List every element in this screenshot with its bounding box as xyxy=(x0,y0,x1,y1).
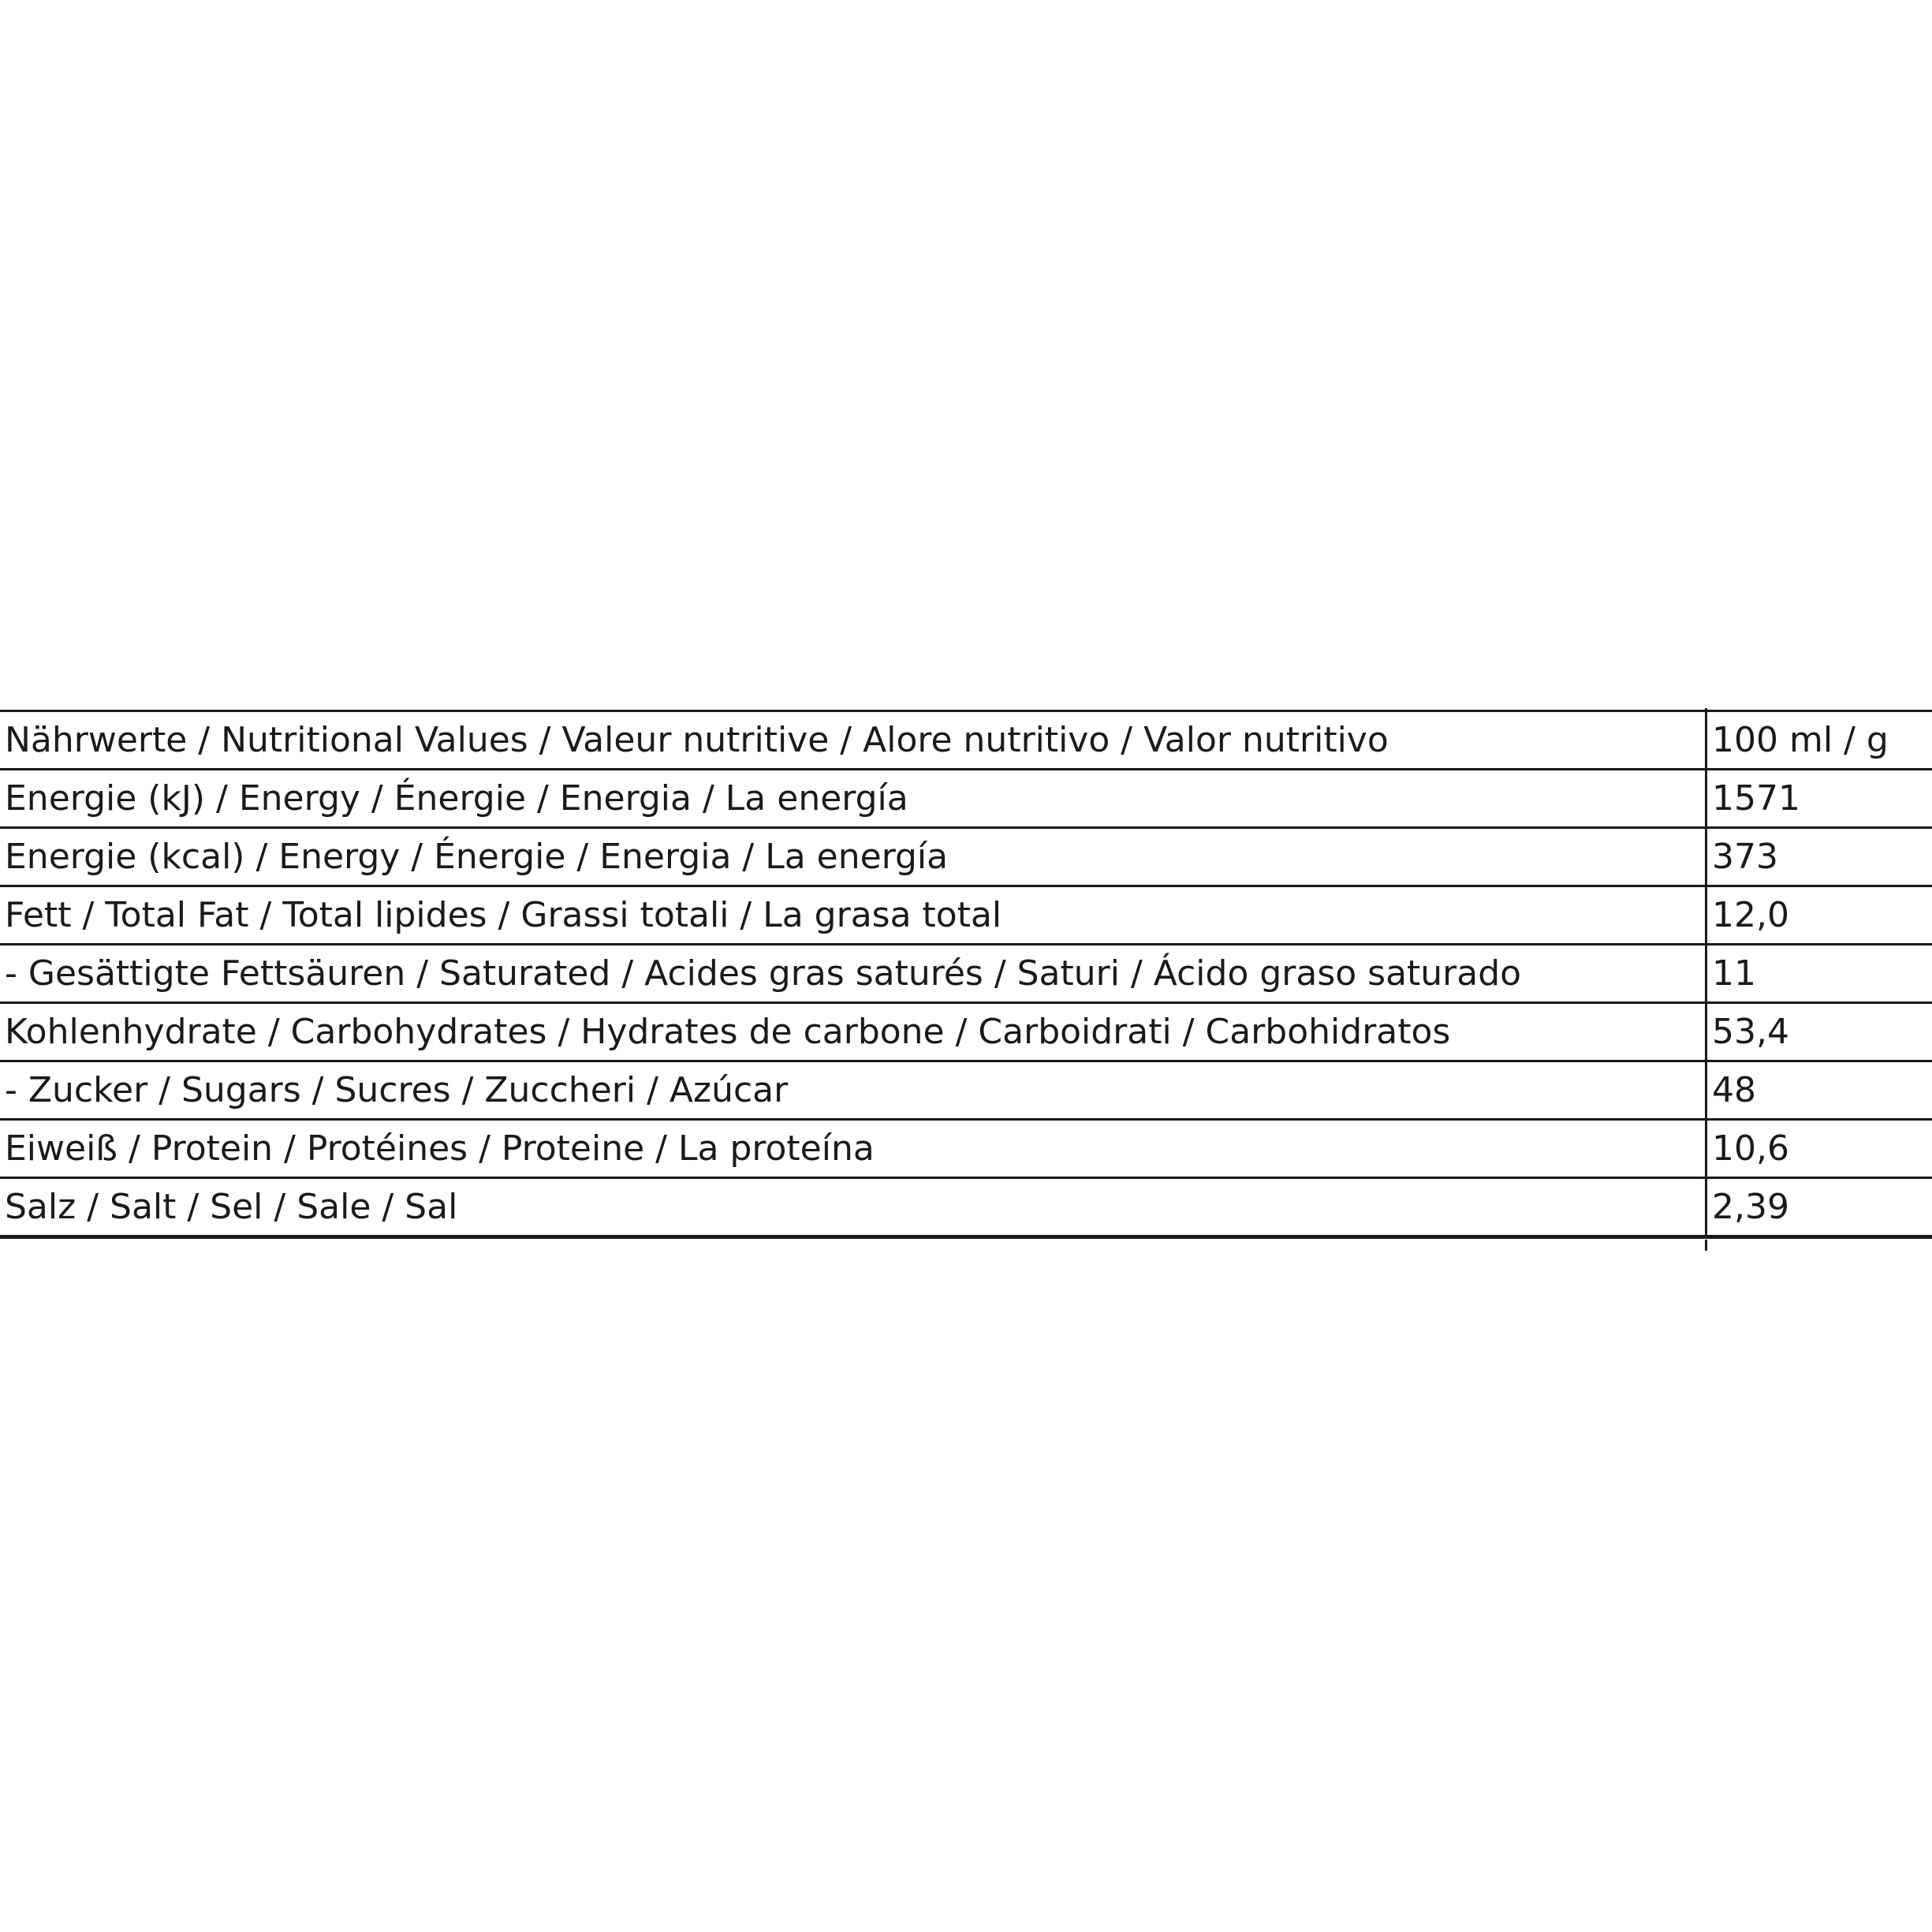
header-value-cell: 100 ml / g xyxy=(1706,711,1932,770)
table-row xyxy=(0,770,1932,828)
row-value-energy-kj: 1571 xyxy=(1706,770,1932,828)
row-label-saturated: - Gesättigte Fettsäuren / Saturated / Acides gras saturés / Saturi / Ácido graso saturado xyxy=(0,945,1706,1003)
column-divider-bottom-stub xyxy=(1705,1240,1707,1251)
row-label-protein: Eiweiß / Protein / Protéines / Proteine / La proteína xyxy=(0,1120,1706,1178)
row-value-fat: 12,0 xyxy=(1706,886,1932,945)
row-label-salt: Salz / Salt / Sel / Sale / Sal xyxy=(0,1178,1706,1237)
row-label-sugars: - Zucker / Sugars / Sucres / Zuccheri / Azúcar xyxy=(0,1061,1706,1120)
row-label-fat: Fett / Total Fat / Total lipides / Grassi totali / La grasa total xyxy=(0,886,1706,945)
row-value-carbohydrates: 53,4 xyxy=(1706,1003,1932,1061)
table-row xyxy=(0,886,1932,945)
row-value-sugars: 48 xyxy=(1706,1061,1932,1120)
table-row xyxy=(0,828,1932,886)
header-label-cell: Nährwerte / Nutritional Values / Valeur nutritive / Alore nutritivo / Valor nutritivo xyxy=(0,711,1706,770)
row-value-protein: 10,6 xyxy=(1706,1120,1932,1178)
table-header-row xyxy=(0,711,1932,770)
table-row xyxy=(0,1061,1932,1120)
nutrition-table xyxy=(0,710,1932,1239)
row-value-saturated: 11 xyxy=(1706,945,1932,1003)
row-label-carbohydrates: Kohlenhydrate / Carbohydrates / Hydrates de carbone / Carboidrati / Carbohidratos xyxy=(0,1003,1706,1061)
row-label-energy-kcal: Energie (kcal) / Energy / Énergie / Energia / La energía xyxy=(0,828,1706,886)
table-row xyxy=(0,1178,1932,1237)
row-value-energy-kcal: 373 xyxy=(1706,828,1932,886)
row-label-energy-kj: Energie (kJ) / Energy / Énergie / Energia / La energía xyxy=(0,770,1706,828)
table-row xyxy=(0,1003,1932,1061)
table-row xyxy=(0,945,1932,1003)
row-value-salt: 2,39 xyxy=(1712,1187,1789,1227)
table-row xyxy=(0,1120,1932,1178)
